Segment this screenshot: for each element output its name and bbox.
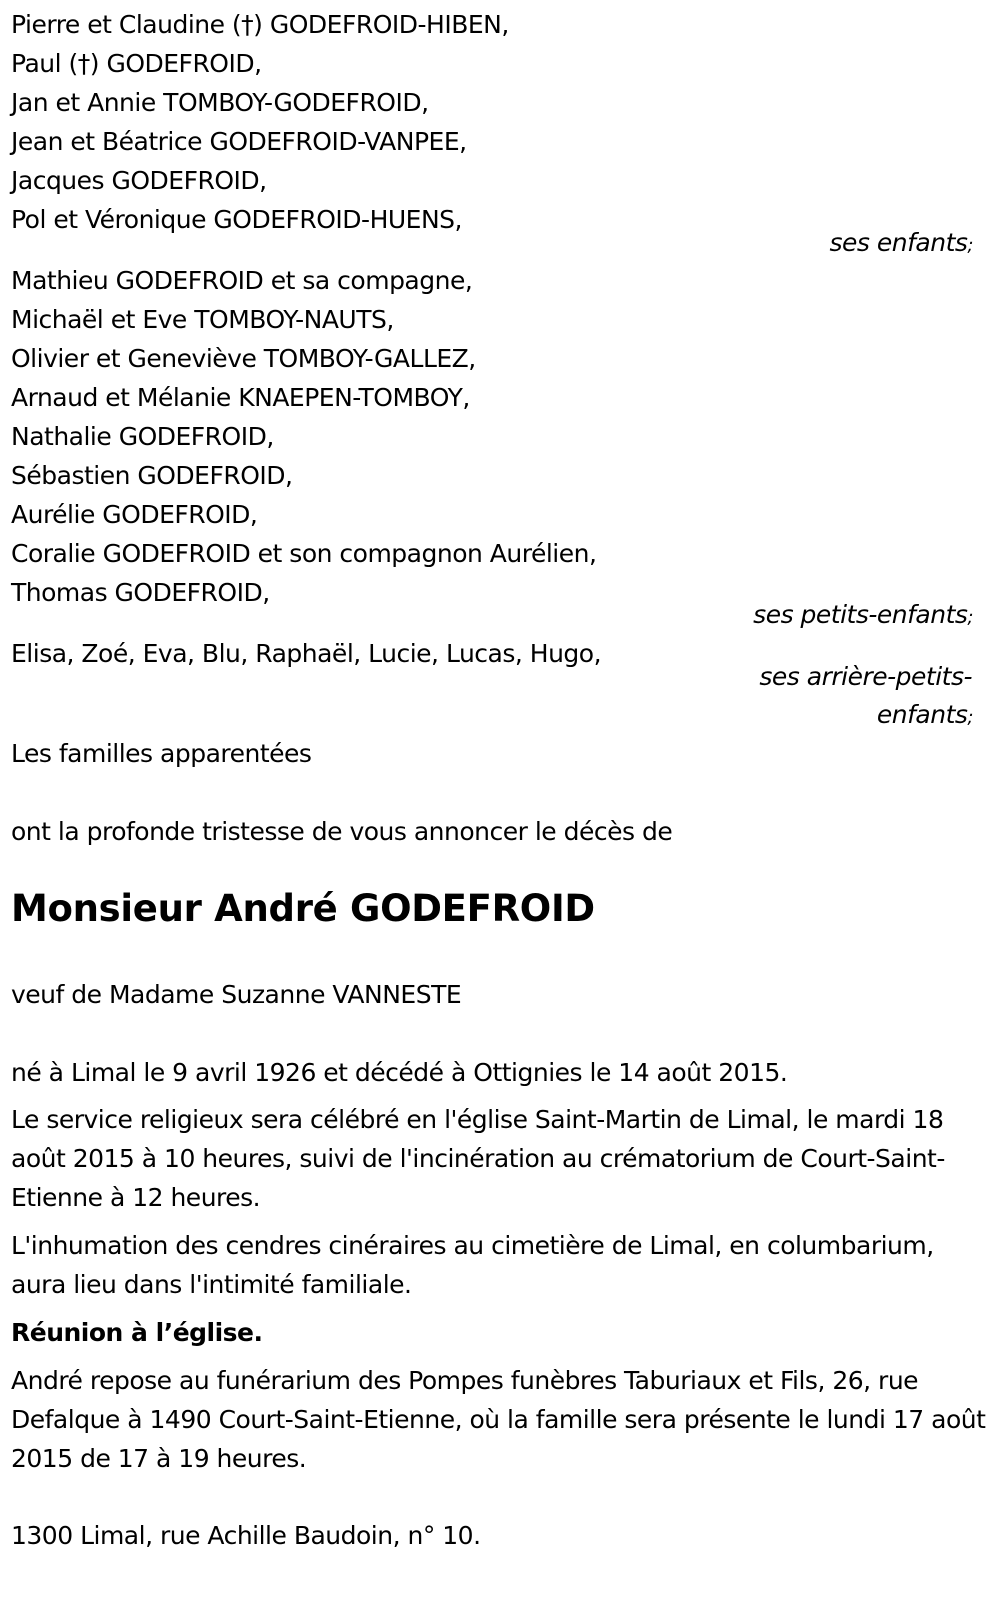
grandchild-entry: Michaël et Eve TOMBOY-NAUTS,	[11, 305, 394, 334]
grandchild-entry: Olivier et Geneviève TOMBOY-GALLEZ,	[11, 344, 476, 373]
role-punct: ;	[967, 607, 973, 628]
children-role-label	[830, 228, 973, 261]
child-entry: Paul (†) GODEFROID,	[11, 49, 262, 78]
role-text: ses petits-enfants	[753, 600, 968, 629]
role-text: ses enfants	[829, 228, 968, 257]
child-entry: Jean et Béatrice GODEFROID-VANPEE,	[11, 127, 467, 156]
grandchild-entry: Nathalie GODEFROID,	[11, 422, 274, 451]
grandchildren-role-label	[753, 600, 973, 633]
great-grandchildren-list: Elisa, Zoé, Eva, Blu, Raphaël, Lucie, Lucas, Hugo,	[11, 639, 602, 668]
related-families: Les familles apparentées	[11, 739, 312, 768]
great-grandchildren-role-line2	[877, 700, 973, 733]
family-address: 1300 Limal, rue Achille Baudoin, n° 10.	[11, 1521, 481, 1550]
grandchild-entry: Aurélie GODEFROID,	[11, 500, 258, 529]
grandchild-entry: Arnaud et Mélanie KNAEPEN-TOMBOY,	[11, 383, 470, 412]
role-text: enfants	[876, 700, 968, 729]
religious-service-info: Le service religieux sera célébré en l'église Saint-Martin de Limal, le mardi 18 août 2015 à 10 heures, suivi de l'incinération au crématorium de Court-Saint-Etienne à 12 heures.	[11, 1105, 945, 1212]
child-entry: Jan et Annie TOMBOY-GODEFROID,	[11, 88, 429, 117]
grandchild-entry: Sébastien GODEFROID,	[11, 461, 293, 490]
announcement-text: ont la profonde tristesse de vous annoncer le décès de	[11, 817, 673, 846]
deceased-name: Monsieur André GODEFROID	[11, 887, 595, 930]
child-entry: Jacques GODEFROID,	[11, 166, 267, 195]
child-entry: Pierre et Claudine (†) GODEFROID-HIBEN,	[11, 10, 509, 39]
grandchild-entry: Mathieu GODEFROID et sa compagne,	[11, 266, 473, 295]
role-punct: ;	[967, 707, 973, 728]
grandchild-entry: Coralie GODEFROID et son compagnon Aurélien,	[11, 539, 597, 568]
grandchild-entry: Thomas GODEFROID,	[11, 578, 270, 607]
widower-of: veuf de Madame Suzanne VANNESTE	[11, 980, 462, 1009]
child-entry: Pol et Véronique GODEFROID-HUENS,	[11, 205, 462, 234]
role-punct: ;	[967, 235, 973, 256]
inhumation-info: L'inhumation des cendres cinéraires au cimetière de Limal, en columbarium, aura lieu dans l'intimité familiale.	[11, 1231, 934, 1299]
funerarium-info: André repose au funérarium des Pompes funèbres Taburiaux et Fils, 26, rue Defalque à 1490 Court-Saint-Etienne, où la famille sera présente le lundi 17 août 2015 de 17 à 19 heures.	[11, 1366, 986, 1473]
meeting-info: Réunion à l’église.	[11, 1318, 263, 1347]
great-grandchildren-role-line1: ses arrière-petits-	[759, 662, 972, 691]
birth-death-info: né à Limal le 9 avril 1926 et décédé à Ottignies le 14 août 2015.	[11, 1058, 788, 1087]
